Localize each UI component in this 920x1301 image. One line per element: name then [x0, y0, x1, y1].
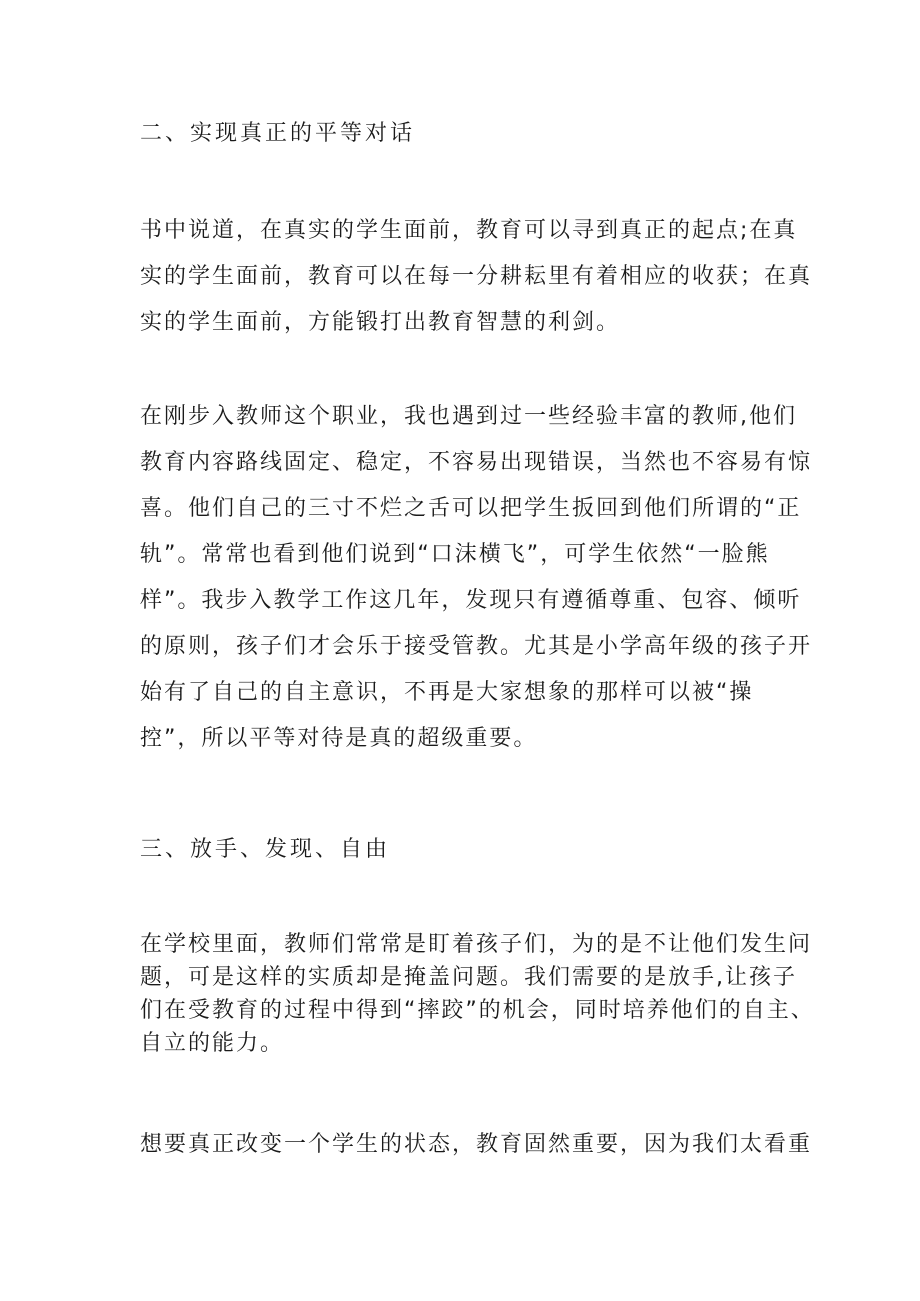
text-line: 实的学生面前，教育可以在每一分耕耘里有着相应的收获；在真	[140, 264, 813, 289]
section-two-paragraph-1	[140, 208, 813, 346]
text-line: 始有了自己的自主意识，不再是大家想象的那样可以被“操	[140, 680, 754, 705]
section-three-heading: 三、放手、发现、自由	[140, 837, 391, 862]
text-line: 在刚步入教师这个职业，我也遇到过一些经验丰富的教师,他们	[140, 404, 797, 429]
text-line: 喜。他们自己的三寸不烂之舌可以把学生扳回到他们所谓的“正	[140, 496, 802, 521]
section-three-paragraph-1	[140, 928, 815, 1060]
text-line: 轨”。常常也看到他们说到“口沫横飞”，可学生依然“一脸熊	[140, 542, 770, 567]
section-two-heading: 二、实现真正的平等对话	[140, 121, 416, 146]
text-line: 教育内容路线固定、稳定，不容易出现错误，当然也不容易有惊	[140, 450, 813, 475]
text-line: 在学校里面，教师们常常是盯着孩子们，为的是不让他们发生问	[140, 932, 813, 957]
text-line: 样”。我步入教学工作这几年，发现只有遵循尊重、包容、倾听	[140, 588, 802, 613]
text-line: 的原则，孩子们才会乐于接受管教。尤其是小学高年级的孩子开	[140, 634, 813, 659]
section-two-paragraph-2	[140, 394, 813, 762]
text-line: 自立的能力。	[140, 1031, 285, 1056]
text-line: 题，可是这样的实质却是掩盖问题。我们需要的是放手,让孩子	[140, 965, 797, 990]
text-line: 们在受教育的过程中得到“摔跤”的机会，同时培养他们的自主、	[140, 998, 815, 1023]
text-line: 控”，所以平等对待是真的超级重要。	[140, 726, 538, 751]
text-line: 实的学生面前，方能锻打出教育智慧的利剑。	[140, 310, 621, 335]
text-line: 书中说道，在真实的学生面前，教育可以寻到真正的起点;在真	[140, 218, 798, 243]
section-three-paragraph-2	[140, 1122, 813, 1168]
text-line: 想要真正改变一个学生的状态，教育固然重要，因为我们太看重	[140, 1132, 813, 1157]
